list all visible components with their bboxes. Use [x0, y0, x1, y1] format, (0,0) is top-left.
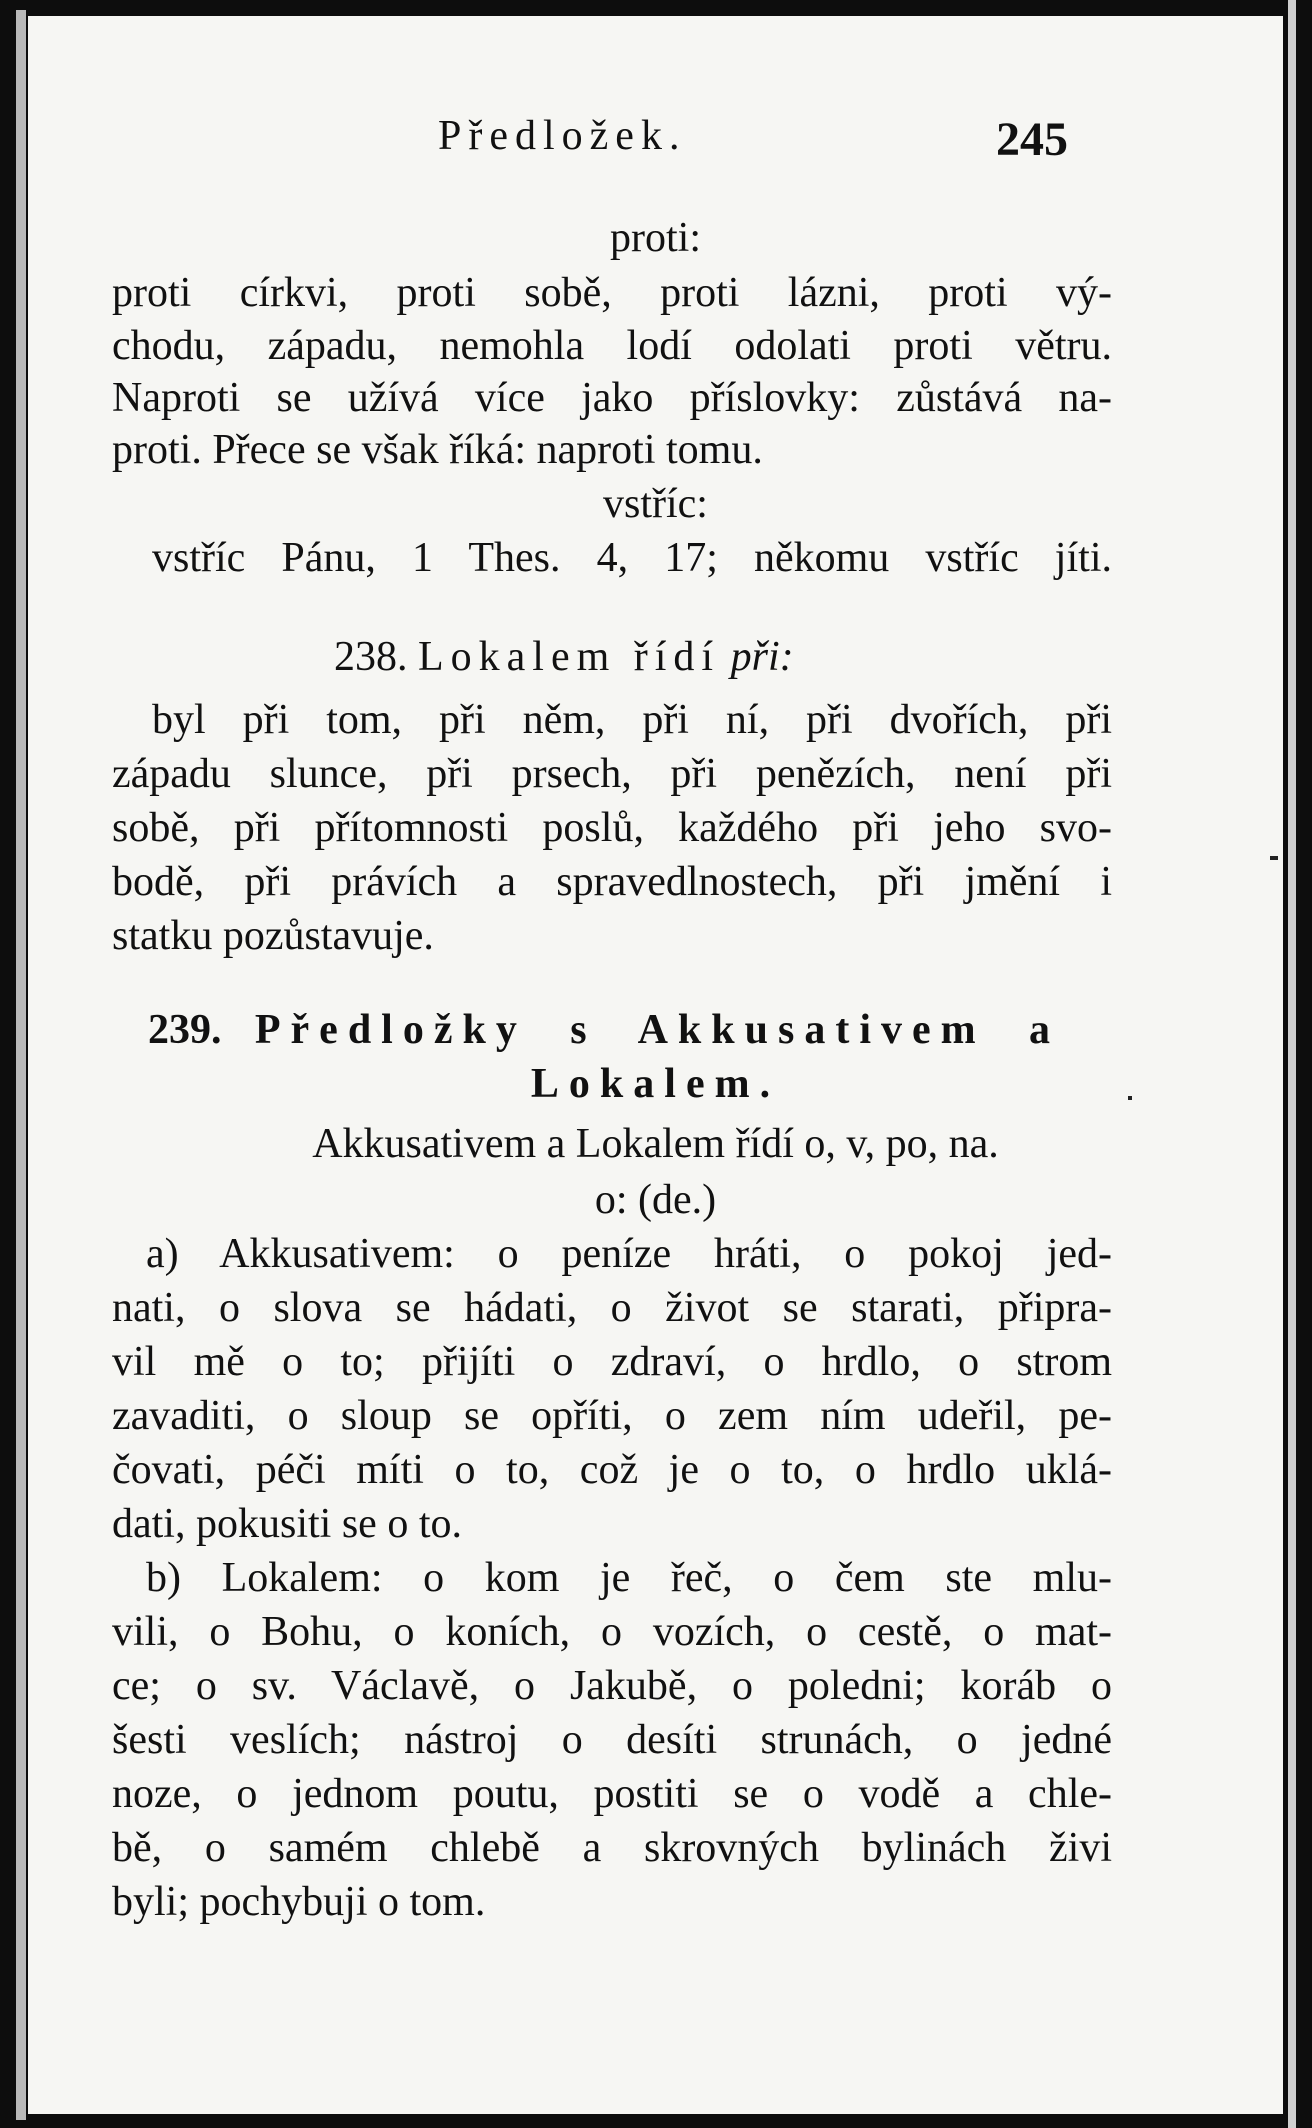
print-speck [1128, 1096, 1132, 1100]
section-239-heading [148, 1006, 1060, 1054]
text-line: nati, o slova se hádati, o život se starati, připra- [112, 1285, 1112, 1331]
text-line: chodu, západu, nemohla lodí odolati proti větru. [112, 323, 1112, 369]
subheading-proti: proti: [610, 215, 701, 261]
text-line: bodě, při právích a spravedlnostech, při jmění i [112, 859, 1112, 905]
print-speck [1270, 856, 1278, 860]
section-number: 238. [334, 634, 408, 680]
subheading-o: o: (de.) [594, 1177, 717, 1223]
page-number: 245 [996, 113, 1068, 166]
text-line: zavaditi, o sloup se opříti, o zem ním udeřil, pe- [112, 1393, 1112, 1439]
text-line: sobě, při přítomnosti poslů, každého při jeho svo- [112, 805, 1112, 851]
text-line: šesti veslích; nástroj o desíti strunách, o jedné [112, 1717, 1112, 1763]
text-line: ce; o sv. Václavě, o Jakubě, o poledni; koráb o [112, 1663, 1112, 1709]
text-line: noze, o jednom poutu, postiti se o vodě a chle- [112, 1771, 1112, 1817]
section-number: 239. [148, 1007, 222, 1053]
section-239-heading-line2: Lokalem. [530, 1061, 781, 1107]
section-title-preposition: při: [730, 634, 794, 680]
section-title-line1: Předložky s Akkusativem a [254, 1007, 1061, 1053]
text-line: čovati, péči míti o to, což je o to, o hrdlo uklá- [112, 1447, 1112, 1493]
text-line: dati, pokusiti se o to. [112, 1501, 462, 1547]
section-238-heading [334, 633, 794, 681]
section-title: Lokalem řídí [418, 634, 721, 680]
text-line: proti. Přece se však říká: naproti tomu. [112, 427, 763, 473]
text-line: západu slunce, při prsech, při penězích, není při [112, 751, 1112, 797]
text-line: statku pozůstavuje. [112, 913, 434, 959]
text-line: vili, o Bohu, o koních, o vozích, o cestě, o mat- [112, 1609, 1112, 1655]
section-239-intro: Akkusativem a Lokalem řídí o, v, po, na. [312, 1121, 999, 1167]
subheading-vstric: vstříc: [603, 481, 708, 527]
text-line: b) Lokalem: o kom je řeč, o čem ste mlu- [146, 1555, 1112, 1601]
text-line: byli; pochybuji o tom. [112, 1879, 486, 1925]
book-page [28, 16, 1283, 2114]
text-line: Naproti se užívá více jako příslovky: zůstává na- [112, 375, 1112, 421]
text-line: bě, o samém chlebě a skrovných bylinách živi [112, 1825, 1112, 1871]
text-line: vil mě o to; přijíti o zdraví, o hrdlo, o strom [112, 1339, 1112, 1385]
text-line: a) Akkusativem: o peníze hráti, o pokoj jed- [146, 1231, 1112, 1277]
running-header-title: Předložek. [438, 113, 687, 159]
left-page-edge [16, 10, 26, 2120]
text-line: byl při tom, při něm, při ní, při dvořích, při [152, 697, 1112, 743]
text-line: vstříc Pánu, 1 Thes. 4, 17; někomu vstříc jíti. [152, 535, 1112, 581]
text-line: proti církvi, proti sobě, proti lázni, proti vý- [112, 270, 1112, 316]
right-page-edge [1288, 0, 1296, 2128]
